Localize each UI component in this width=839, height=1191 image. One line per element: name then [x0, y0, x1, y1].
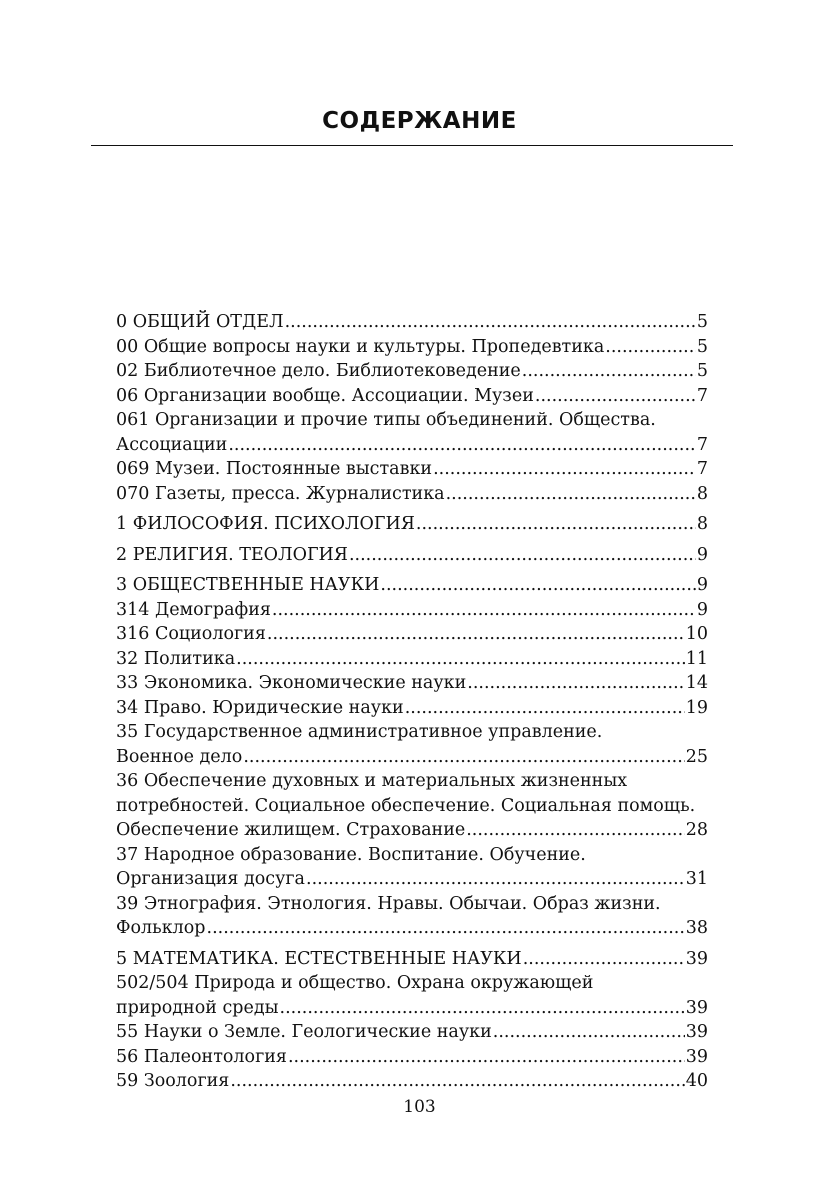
- toc-entry-row: [116, 622, 708, 647]
- dot-leader: [522, 359, 696, 384]
- dot-leader: [523, 947, 685, 972]
- toc-entry-title: 33 Экономика. Экономические науки: [116, 673, 467, 693]
- toc-entry-row: [116, 482, 708, 507]
- dot-leader: [280, 996, 685, 1021]
- dot-leader: [433, 457, 696, 482]
- dot-leader: [493, 1020, 685, 1045]
- toc-entry-page: 9: [696, 544, 708, 565]
- toc-entry: [116, 1045, 708, 1070]
- toc-entry-title: Организация досуга: [116, 869, 305, 889]
- toc-entry-page: 39: [685, 997, 708, 1018]
- toc-entry-page: 8: [696, 483, 708, 504]
- toc-entry-row: [116, 647, 708, 672]
- toc-entry-row: [116, 598, 708, 623]
- toc-entry-title: Обеспечение жилищем. Страхование: [116, 820, 466, 840]
- toc-entry-page: 10: [685, 624, 708, 644]
- toc-entry-title: 55 Науки о Земле. Геологические науки: [116, 1022, 492, 1042]
- toc-entry: [116, 512, 708, 537]
- toc-entry-row: [116, 745, 708, 770]
- toc-entry-title: 3 ОБЩЕСТВЕННЫЕ НАУКИ: [116, 575, 380, 595]
- toc-entry-row: [116, 310, 708, 335]
- toc-entry-row: [116, 1045, 708, 1070]
- toc-entry-row: [116, 1020, 708, 1045]
- toc-entry-title: 0 ОБЩИЙ ОТДЕЛ: [116, 312, 284, 332]
- dot-leader: [236, 647, 685, 672]
- toc-entry-title: 070 Газеты, пресса. Журналистика: [116, 483, 445, 504]
- dot-leader: [405, 696, 685, 721]
- toc-entry-page: 39: [685, 1046, 708, 1067]
- dot-leader: [272, 598, 696, 623]
- toc-entry-line: 36 Обеспечение духовных и материальных жизненных: [116, 771, 628, 791]
- toc-entry-line: 37 Народное образование. Воспитание. Обучение.: [116, 844, 586, 865]
- toc-entry-row: [116, 543, 708, 568]
- toc-entry: [116, 947, 708, 972]
- toc-entry-row: [116, 573, 708, 598]
- dot-leader: [230, 1069, 684, 1094]
- toc-entry-page: 7: [696, 434, 708, 455]
- toc-entry: [116, 971, 708, 1020]
- toc-entry-row: [116, 947, 708, 972]
- toc-entry-title: 316 Социология: [116, 624, 266, 644]
- toc-entry-page: 9: [696, 599, 708, 620]
- toc-entry: [116, 1020, 708, 1045]
- toc-entry-row: [116, 359, 708, 384]
- toc-entry-row: [116, 867, 708, 892]
- toc-entry-page: 11: [685, 648, 708, 669]
- toc-entry-line: 35 Государственное административное управление.: [116, 722, 603, 742]
- dot-leader: [267, 622, 685, 647]
- toc-entry-title: природной среды: [116, 997, 279, 1018]
- dot-leader: [380, 573, 695, 598]
- toc-entry: [116, 482, 708, 507]
- toc-entry-line: 502/504 Природа и общество. Охрана окружающей: [116, 973, 594, 993]
- dot-leader: [535, 384, 696, 409]
- toc-entry-row: [116, 1069, 708, 1094]
- toc-entry-row: [116, 671, 708, 696]
- toc-entry-title: 069 Музеи. Постоянные выставки: [116, 459, 433, 479]
- dot-leader: [207, 916, 685, 941]
- table-of-contents: [116, 310, 708, 1094]
- toc-entry-line: 061 Организации и прочие типы объединений. Общества.: [116, 410, 656, 430]
- toc-entry: [116, 359, 708, 384]
- dot-leader: [446, 482, 696, 507]
- toc-entry-title: 02 Библиотечное дело. Библиотековедение: [116, 361, 521, 381]
- dot-leader: [228, 433, 696, 458]
- toc-entry: [116, 696, 708, 721]
- toc-entry-title: 59 Зоология: [116, 1071, 230, 1091]
- toc-entry: [116, 647, 708, 672]
- dot-leader: [605, 335, 696, 360]
- toc-entry: [116, 843, 708, 892]
- toc-entry-row: [116, 457, 708, 482]
- page-title: СОДЕРЖАНИЕ: [322, 108, 517, 134]
- toc-entry-title: 34 Право. Юридические науки: [116, 697, 404, 718]
- toc-entry-row: [116, 384, 708, 409]
- toc-entry-row: [116, 433, 708, 458]
- toc-entry-page: 7: [696, 459, 708, 479]
- toc-entry-title: 2 РЕЛИГИЯ. ТЕОЛОГИЯ: [116, 544, 348, 565]
- toc-entry-title: 32 Политика: [116, 648, 236, 669]
- toc-entry-page: 19: [685, 697, 708, 718]
- toc-entry: [116, 457, 708, 482]
- dot-leader: [243, 745, 684, 770]
- toc-entry: [116, 892, 708, 941]
- toc-entry-page: 40: [685, 1071, 708, 1091]
- toc-entry-row: [116, 818, 708, 843]
- dot-leader: [349, 543, 696, 568]
- toc-entry-page: 9: [696, 575, 708, 595]
- toc-entry-line: потребностей. Социальное обеспечение. Социальная помощь.: [116, 795, 696, 816]
- dot-leader: [467, 671, 684, 696]
- toc-entry-row: [116, 996, 708, 1021]
- toc-entry-title: 00 Общие вопросы науки и культуры. Пропедевтика: [116, 336, 605, 357]
- toc-entry: [116, 598, 708, 623]
- toc-entry-title: Фольклор: [116, 918, 206, 938]
- toc-entry-page: 7: [696, 385, 708, 406]
- toc-entry: [116, 384, 708, 409]
- toc-entry-row: [116, 696, 708, 721]
- dot-leader: [306, 867, 685, 892]
- toc-entry: [116, 671, 708, 696]
- toc-entry: [116, 622, 708, 647]
- toc-entry-page: 5: [696, 361, 708, 381]
- dot-leader: [285, 310, 696, 335]
- toc-entry: [116, 720, 708, 769]
- toc-entry-page: 5: [696, 312, 708, 332]
- toc-entry-page: 38: [685, 918, 708, 938]
- toc-entry-page: 28: [685, 820, 708, 840]
- toc-entry-line: 39 Этнография. Этнология. Нравы. Обычаи. Образ жизни.: [116, 893, 661, 914]
- toc-entry-row: [116, 335, 708, 360]
- toc-entry-page: 14: [685, 673, 708, 693]
- toc-entry-row: [116, 916, 708, 941]
- toc-entry-title: 06 Организации вообще. Ассоциации. Музеи: [116, 385, 534, 406]
- toc-entry-page: 25: [685, 746, 708, 767]
- toc-entry: [116, 1069, 708, 1094]
- toc-entry: [116, 543, 708, 568]
- toc-entry-row: [116, 512, 708, 537]
- page-number: 103: [403, 1097, 436, 1117]
- toc-entry-page: 39: [685, 1022, 708, 1042]
- toc-entry: [116, 769, 708, 843]
- toc-entry-page: 5: [696, 336, 708, 357]
- dot-leader: [288, 1045, 685, 1070]
- toc-entry: [116, 310, 708, 335]
- toc-entry-title: 314 Демография: [116, 599, 271, 620]
- dot-leader: [416, 512, 696, 537]
- toc-entry-title: Военное дело: [116, 746, 243, 767]
- toc-entry-page: 31: [685, 869, 708, 889]
- title-divider: [91, 145, 733, 146]
- toc-entry-title: 5 МАТЕМАТИКА. ЕСТЕСТВЕННЫЕ НАУКИ: [116, 948, 522, 969]
- toc-entry-title: Ассоциации: [116, 434, 228, 455]
- toc-entry-title: 56 Палеонтология: [116, 1046, 287, 1067]
- toc-entry-page: 8: [696, 514, 708, 534]
- toc-entry-page: 39: [685, 948, 708, 969]
- toc-entry-title: 1 ФИЛОСОФИЯ. ПСИХОЛОГИЯ: [116, 514, 415, 534]
- dot-leader: [466, 818, 684, 843]
- toc-entry: [116, 573, 708, 598]
- toc-entry: [116, 408, 708, 457]
- toc-entry: [116, 335, 708, 360]
